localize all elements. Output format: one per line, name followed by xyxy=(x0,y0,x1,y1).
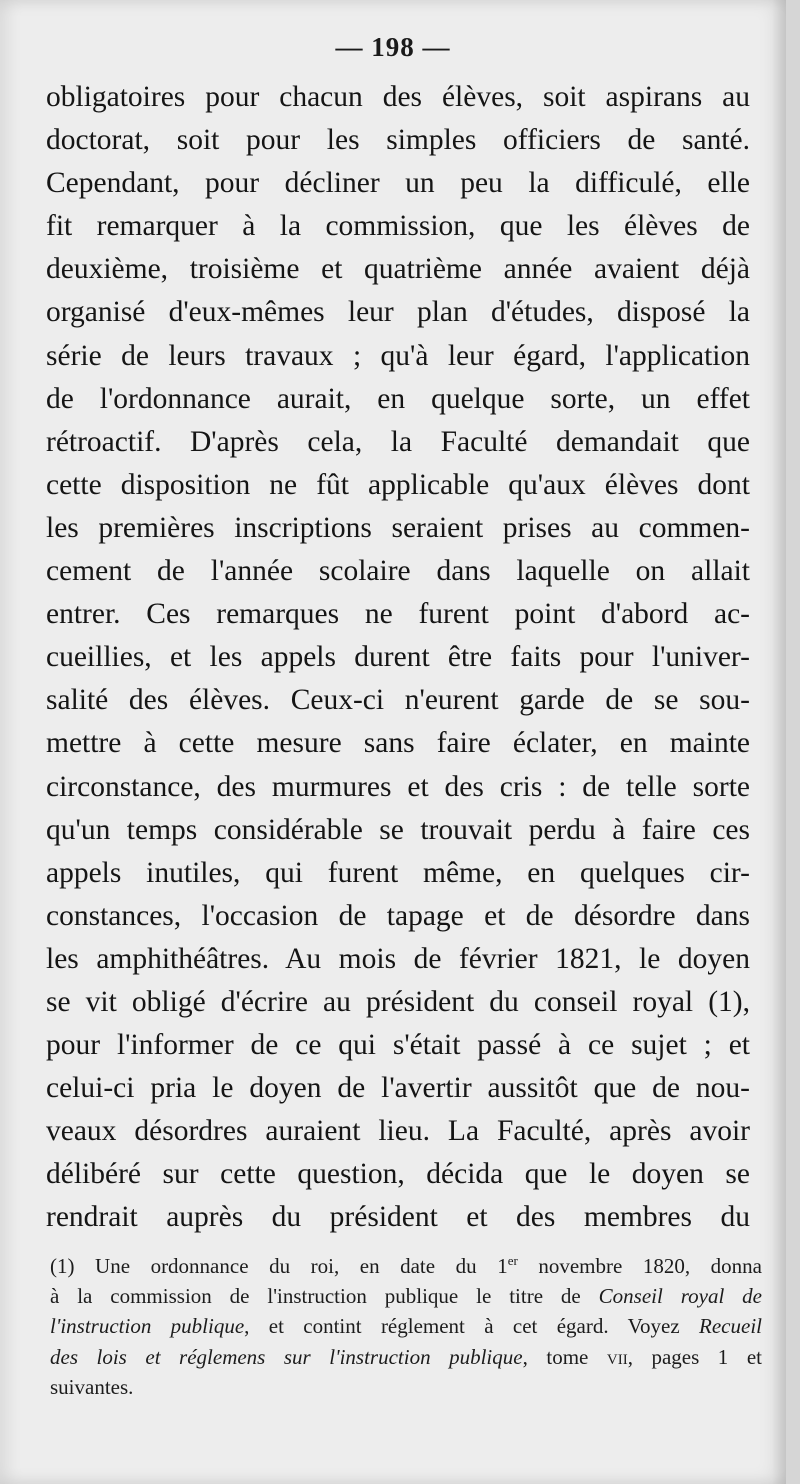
text-line: salité des élèves. Ceux-ci n'eurent garde de se sou- xyxy=(46,684,750,717)
text-line: cement de l'année scolaire dans laquelle on allait xyxy=(46,555,750,588)
footnote-line xyxy=(50,1311,762,1341)
footnote xyxy=(50,1251,762,1402)
text-line: Cependant, pour décliner un peu la difficulé, elle xyxy=(46,167,750,200)
text-line: cette disposition ne fût applicable qu'aux élèves dont xyxy=(46,468,750,501)
text-line: organisé d'eux-mêmes leur plan d'études, disposé la xyxy=(46,296,750,329)
body-text xyxy=(46,76,750,1240)
text-line: circonstance, des murmures et des cris : de telle sorte xyxy=(46,770,750,803)
text-line: constances, l'occasion de tapage et de désordre dans xyxy=(46,899,750,932)
text-line: délibéré sur cette question, décida que le doyen se xyxy=(46,1158,750,1191)
text-line: les amphithéâtres. Au mois de février 1821, le doyen xyxy=(46,942,750,975)
text-line: cueillies, et les appels durent être faits pour l'univer- xyxy=(46,641,750,674)
text-line: deuxième, troisième et quatrième année avaient déjà xyxy=(46,253,750,286)
footnote-text: novembre 1820, donna xyxy=(517,1254,762,1278)
footnote-smallcaps: vii xyxy=(606,1344,628,1369)
text-line: pour l'informer de ce qui s'était passé à ce sujet ; et xyxy=(46,1029,750,1062)
text-line: appels inutiles, qui furent même, en quelques cir- xyxy=(46,856,750,889)
footnote-text: , tome xyxy=(522,1344,607,1369)
text-line: fit remarquer à la commission, que les élèves de xyxy=(46,210,750,243)
text-line: les premières inscriptions seraient prises au commen- xyxy=(46,511,750,544)
footnote-italic: Recueil xyxy=(699,1314,762,1339)
footnote-line: suivantes. xyxy=(50,1374,134,1399)
footnote-text: à la commission de l'instruction publique le titre de xyxy=(50,1284,599,1309)
text-line: de l'ordonnance aurait, en quelque sorte, un effet xyxy=(46,382,750,415)
page-edge-shadow xyxy=(772,0,786,1484)
text-line: obligatoires pour chacun des élèves, soit aspirans au xyxy=(46,81,750,113)
text-line: qu'un temps considérable se trouvait perdu à faire ces xyxy=(46,813,750,846)
text-line: mettre à cette mesure sans faire éclater, en mainte xyxy=(46,727,750,760)
text-line: celui-ci pria le doyen de l'avertir aussitôt que de nou- xyxy=(46,1072,750,1105)
footnote-italic: l'instruction publique xyxy=(50,1314,245,1339)
text-line: rendrait auprès du président et des membres du xyxy=(46,1201,750,1234)
page-number-header: — 198 — xyxy=(335,32,451,62)
footnote-italic: des lois et réglemens sur l'instruction publique xyxy=(50,1344,523,1369)
text-line: rétroactif. D'après cela, la Faculté demandait que xyxy=(46,425,750,458)
footnote-text: (1) Une ordonnance du roi, en date du 1 xyxy=(50,1254,508,1278)
footnote-line xyxy=(50,1251,762,1281)
text-line: entrer. Ces remarques ne furent point d'abord ac- xyxy=(46,598,750,631)
footnote-line xyxy=(50,1342,762,1372)
text-line: veaux désordres auraient lieu. La Faculté, après avoir xyxy=(46,1115,750,1148)
footnote-text: , pages 1 et xyxy=(627,1344,762,1369)
footnote-line xyxy=(50,1281,762,1311)
text-line: série de leurs travaux ; qu'à leur égard, l'application xyxy=(46,339,750,372)
footnote-superscript: er xyxy=(507,1253,518,1268)
footnote-text: , et contint réglement à cet égard. Voyez xyxy=(244,1314,700,1339)
text-line: se vit obligé d'écrire au président du conseil royal (1), xyxy=(46,985,750,1018)
footnote-italic: Conseil royal de xyxy=(598,1284,762,1309)
text-line: doctorat, soit pour les simples officiers de santé. xyxy=(46,124,750,157)
